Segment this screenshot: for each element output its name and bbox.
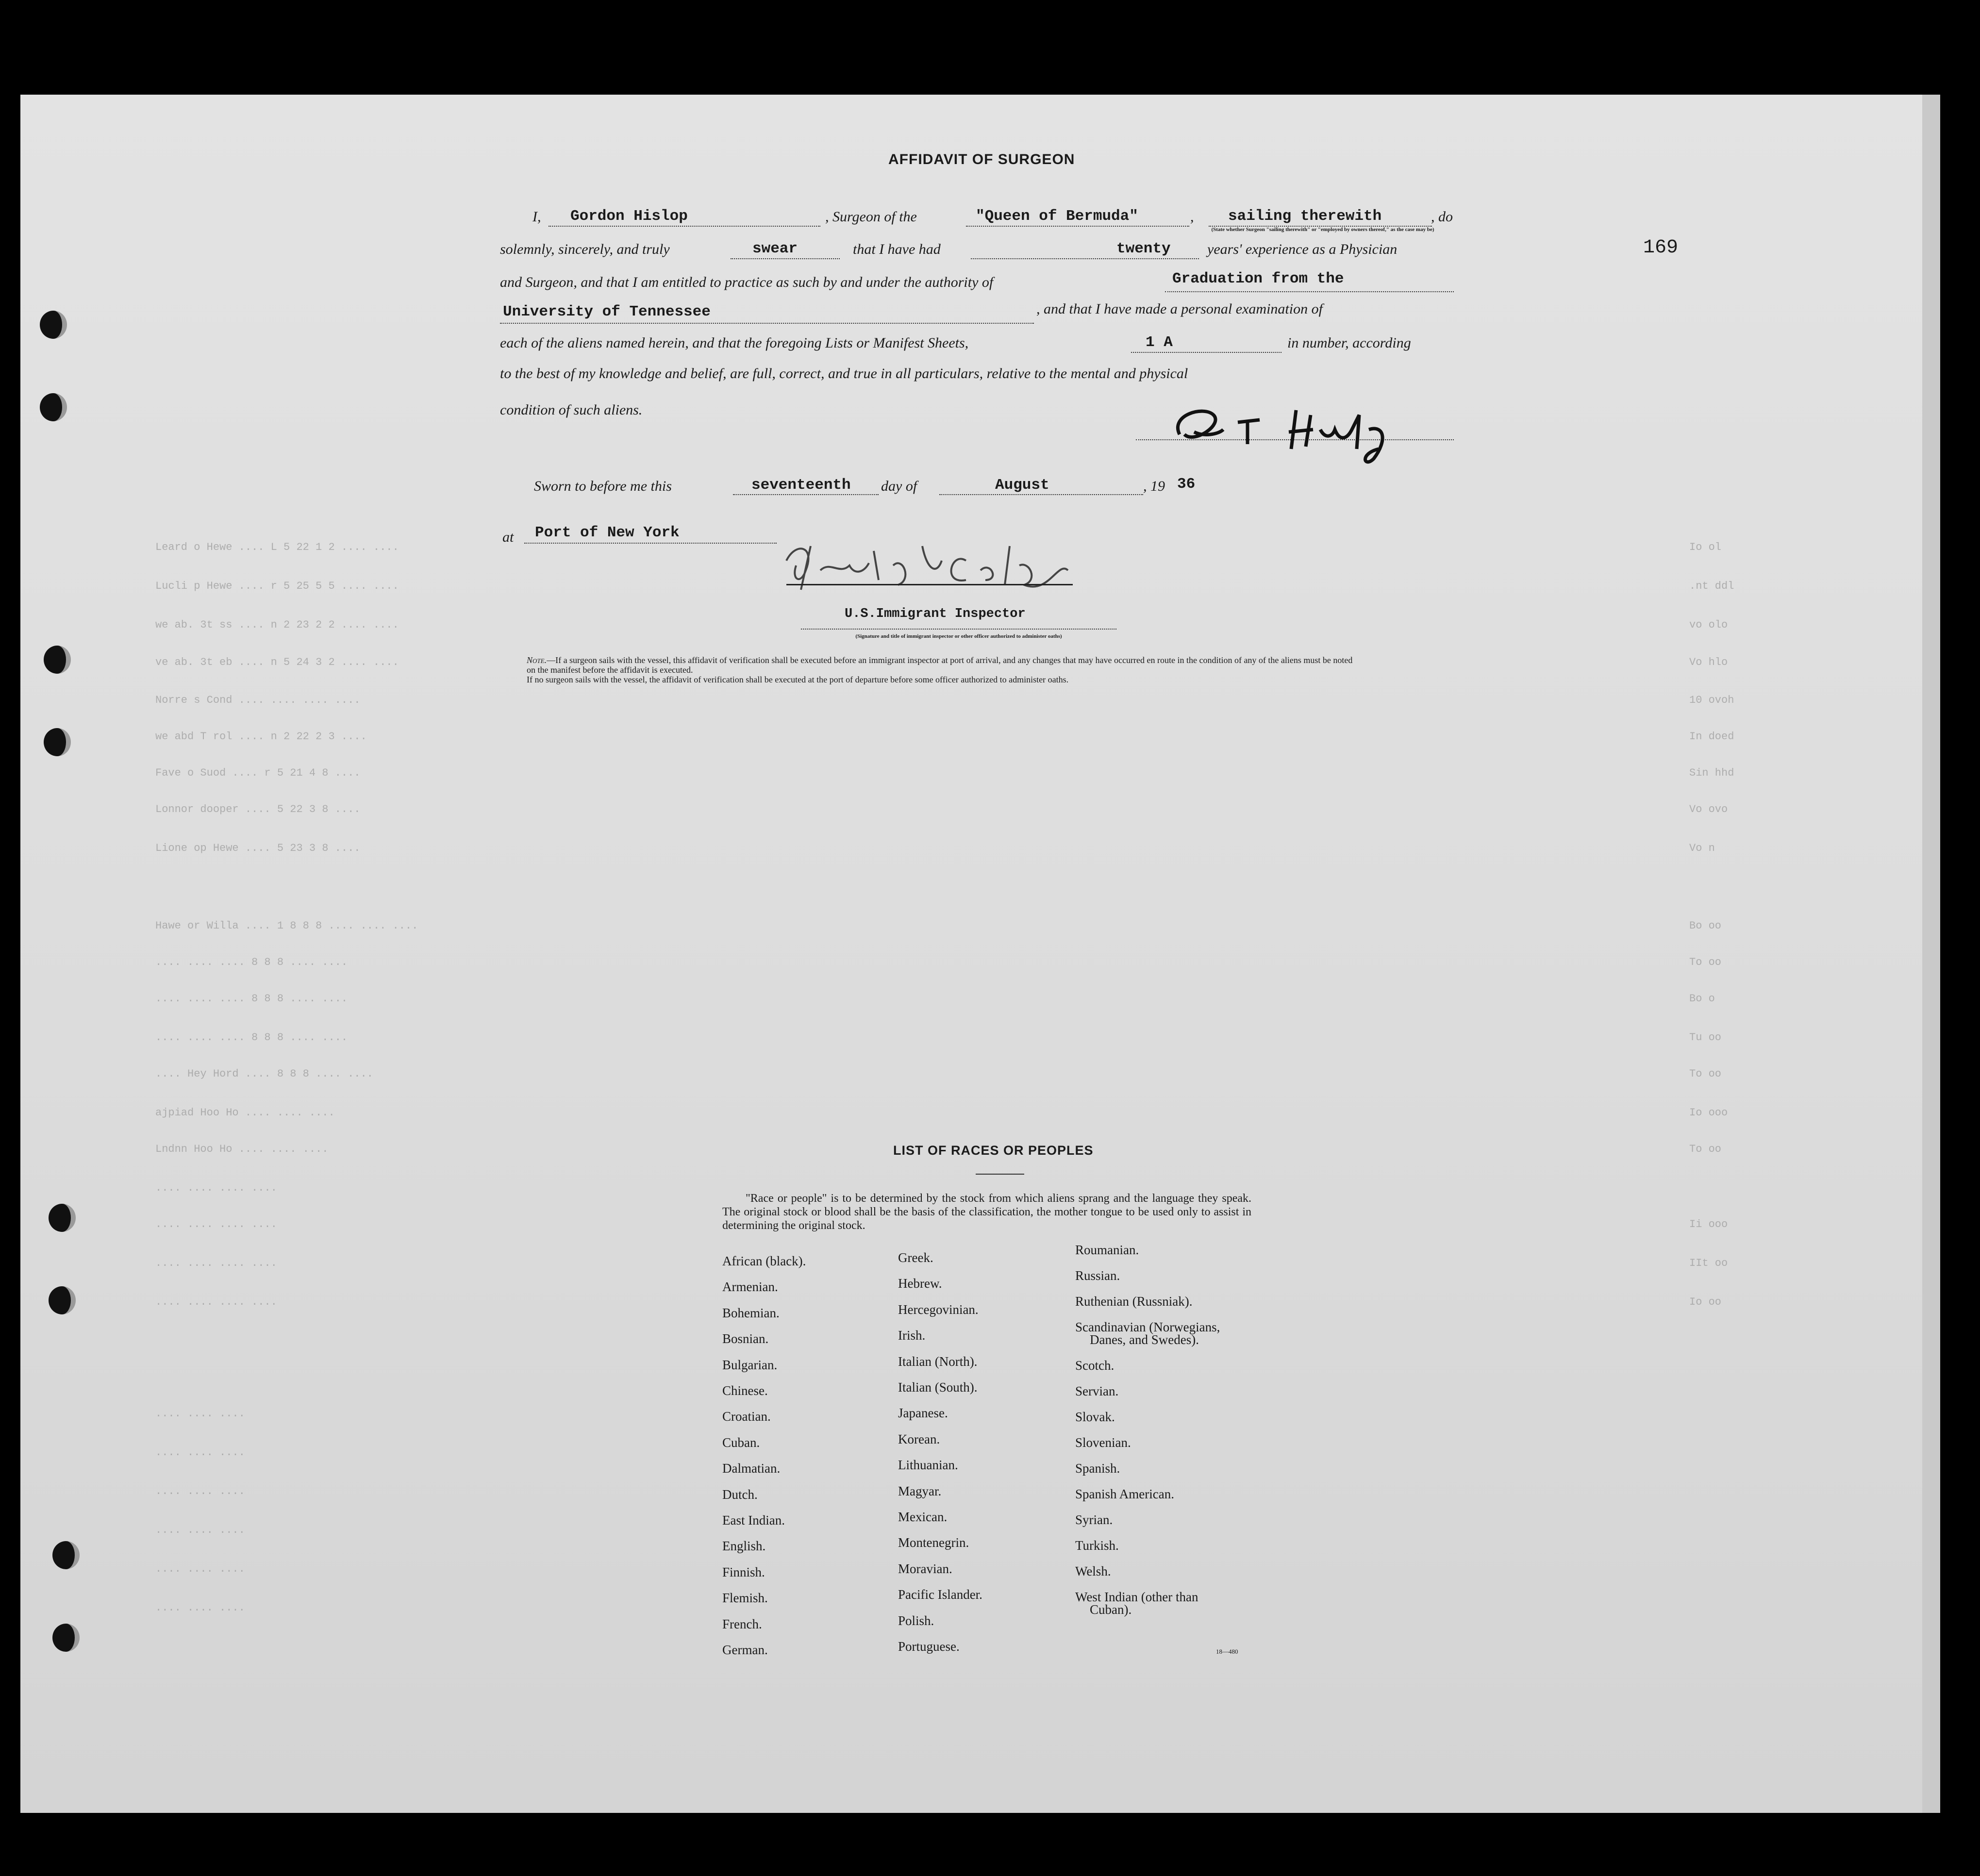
sworn-mid: day of bbox=[881, 478, 917, 494]
race-item: African (black). bbox=[722, 1254, 806, 1268]
binder-hole bbox=[44, 646, 71, 674]
affidavit-title: AFFIDAVIT OF SURGEON bbox=[888, 151, 1075, 167]
race-item: Armenian. bbox=[722, 1279, 778, 1295]
sworn-year: 36 bbox=[1177, 476, 1196, 493]
vessel-name: "Queen of Bermuda" bbox=[976, 208, 1138, 225]
affidavit-line1-comma: , bbox=[1190, 209, 1194, 225]
race-item: East Indian. bbox=[722, 1513, 785, 1528]
races-column-2 bbox=[898, 1245, 982, 1660]
place-value: Port of New York bbox=[535, 524, 680, 541]
race-item: Montenegrin. bbox=[898, 1535, 969, 1550]
affidavit-line2-pre: solemnly, sincerely, and truly bbox=[500, 241, 670, 257]
manifest-count: 1 A bbox=[1146, 334, 1173, 351]
affidavit-line1-post: , do bbox=[1431, 209, 1453, 225]
race-item: Irish. bbox=[898, 1328, 926, 1343]
race-item: Syrian. bbox=[1075, 1512, 1113, 1527]
race-item: Bohemian. bbox=[722, 1305, 780, 1320]
affidavit-line4-post: , and that I have made a personal examination of bbox=[1036, 301, 1323, 317]
race-item: Greek. bbox=[898, 1250, 933, 1265]
race-item: Cuban). bbox=[1090, 1602, 1132, 1617]
race-item: Italian (South). bbox=[898, 1380, 978, 1395]
sworn-month: August bbox=[995, 477, 1049, 494]
race-item: Polish. bbox=[898, 1613, 934, 1628]
race-item: Bulgarian. bbox=[722, 1357, 778, 1372]
race-item: Hebrew. bbox=[898, 1276, 942, 1291]
race-item: Italian (North). bbox=[898, 1354, 978, 1369]
note-text-2: If no surgeon sails with the vessel, the affidavit of verification shall be executed at the port of departure before some officer authorized to administer oaths. bbox=[527, 675, 1069, 684]
race-item: English. bbox=[722, 1539, 766, 1554]
authority: Graduation from the bbox=[1172, 270, 1344, 287]
race-item: Spanish. bbox=[1075, 1461, 1120, 1476]
race-item: Bosnian. bbox=[722, 1331, 769, 1346]
inspector-signature bbox=[777, 531, 1078, 599]
authority-continued: University of Tennessee bbox=[503, 303, 711, 320]
races-title: LIST OF RACES OR PEOPLES bbox=[893, 1143, 1094, 1158]
race-item: Pacific Islander. bbox=[898, 1587, 982, 1602]
sworn-year-prefix: , 19 bbox=[1143, 478, 1165, 494]
race-item: Portuguese. bbox=[898, 1639, 960, 1654]
form-code: 18—480 bbox=[1216, 1648, 1238, 1655]
race-item: Korean. bbox=[898, 1431, 940, 1446]
sworn-day: seventeenth bbox=[751, 477, 851, 494]
sheet-edge bbox=[1922, 95, 1940, 1813]
affidavit-line1-mid: , Surgeon of the bbox=[825, 209, 917, 225]
race-item: Chinese. bbox=[722, 1383, 768, 1398]
surgeon-signature bbox=[1165, 396, 1437, 468]
race-item: Mexican. bbox=[898, 1510, 948, 1525]
affidavit-line5-post: in number, according bbox=[1287, 335, 1411, 351]
oath-word: swear bbox=[752, 240, 798, 257]
race-item: Japanese. bbox=[898, 1406, 948, 1421]
race-item: Welsh. bbox=[1075, 1564, 1111, 1578]
race-item: German. bbox=[722, 1643, 768, 1658]
race-item: Slovak. bbox=[1075, 1410, 1115, 1424]
sworn-pre: Sworn to before me this bbox=[534, 478, 672, 494]
races-intro: "Race or people" is to be determined by the stock from which aliens sprang and the language they speak. The original stock or blood shall be the basis of the classification, the mother tongue to be used only to assist in determining the original stock. bbox=[722, 1192, 1251, 1232]
inspector-title: U.S.Immigrant Inspector bbox=[845, 607, 1026, 621]
affidavit-line7: condition of such aliens. bbox=[500, 402, 643, 418]
race-item: Scandinavian (Norwegians, bbox=[1075, 1320, 1220, 1334]
binder-hole bbox=[40, 311, 67, 339]
race-item: French. bbox=[722, 1616, 762, 1631]
surgeon-name: Gordon Hislop bbox=[570, 208, 688, 225]
years-experience: twenty bbox=[1116, 240, 1171, 257]
race-item: Danes, and Swedes). bbox=[1090, 1332, 1199, 1347]
binder-hole bbox=[49, 1204, 76, 1232]
race-item: Spanish American. bbox=[1075, 1487, 1174, 1501]
races-title-rule bbox=[976, 1174, 1024, 1175]
race-item: Cuban. bbox=[722, 1435, 760, 1450]
note-label: Note. bbox=[527, 655, 547, 665]
race-item: Moravian. bbox=[898, 1561, 952, 1576]
affidavit-line5-pre: each of the aliens named herein, and that the foregoing Lists or Manifest Sheets, bbox=[500, 335, 969, 351]
race-item: Magyar. bbox=[898, 1483, 942, 1498]
capacity-note: (State whether Surgeon "sailing therewith" or "employed by owners thereof," as the case may be) bbox=[1211, 227, 1434, 232]
affidavit-note bbox=[527, 655, 1362, 684]
race-item: Croatian. bbox=[722, 1409, 771, 1424]
race-item: Hercegovinian. bbox=[898, 1302, 979, 1317]
race-item: Servian. bbox=[1075, 1384, 1119, 1398]
race-item: Turkish. bbox=[1075, 1538, 1119, 1553]
place-pre: at bbox=[502, 529, 514, 545]
race-item: Roumanian. bbox=[1075, 1243, 1139, 1257]
binder-hole bbox=[40, 393, 67, 421]
race-item: Dutch. bbox=[722, 1487, 758, 1502]
binder-hole bbox=[49, 1286, 76, 1314]
note-text: —If a surgeon sails with the vessel, this affidavit of verification shall be executed before an immigrant inspector at port of arrival, and any changes that may have occurred en route in the condition of any of the aliens must be noted on the manifest before the affidavit is executed. bbox=[527, 655, 1353, 675]
race-item: Flemish. bbox=[722, 1591, 768, 1606]
race-item: Dalmatian. bbox=[722, 1461, 781, 1476]
affidavit-line3-pre: and Surgeon, and that I am entitled to practice as such by and under the authority of bbox=[500, 274, 994, 290]
race-item: West Indian (other than bbox=[1075, 1590, 1198, 1604]
race-item: Russian. bbox=[1075, 1268, 1120, 1283]
inspector-caption: (Signature and title of immigrant inspector or other officer authorized to administer oaths) bbox=[855, 633, 1062, 639]
affidavit-line2-mid: that I have had bbox=[853, 241, 941, 257]
affidavit-line6: to the best of my knowledge and belief, are full, correct, and true in all particulars, relative to the mental and physical bbox=[500, 365, 1188, 382]
race-item: Scotch. bbox=[1075, 1358, 1115, 1373]
race-item: Lithuanian. bbox=[898, 1458, 958, 1473]
binder-hole bbox=[52, 1624, 80, 1652]
page-number: 169 bbox=[1643, 237, 1679, 259]
races-column-1 bbox=[722, 1248, 806, 1663]
binder-hole bbox=[44, 728, 71, 756]
race-item: Slovenian. bbox=[1075, 1435, 1131, 1450]
surgeon-capacity: sailing therewith bbox=[1228, 208, 1382, 225]
affidavit-line2-post: years' experience as a Physician bbox=[1207, 241, 1398, 257]
inspector-signature-text: Herbert J. Cody bbox=[777, 531, 780, 532]
race-item: Finnish. bbox=[722, 1564, 765, 1579]
races-column-3 bbox=[1075, 1244, 1220, 1616]
inspector-signature-line bbox=[786, 584, 1073, 585]
affidavit-line1-pre: I, bbox=[532, 209, 541, 225]
binder-hole bbox=[52, 1541, 80, 1569]
race-item: Ruthenian (Russniak). bbox=[1075, 1294, 1193, 1309]
